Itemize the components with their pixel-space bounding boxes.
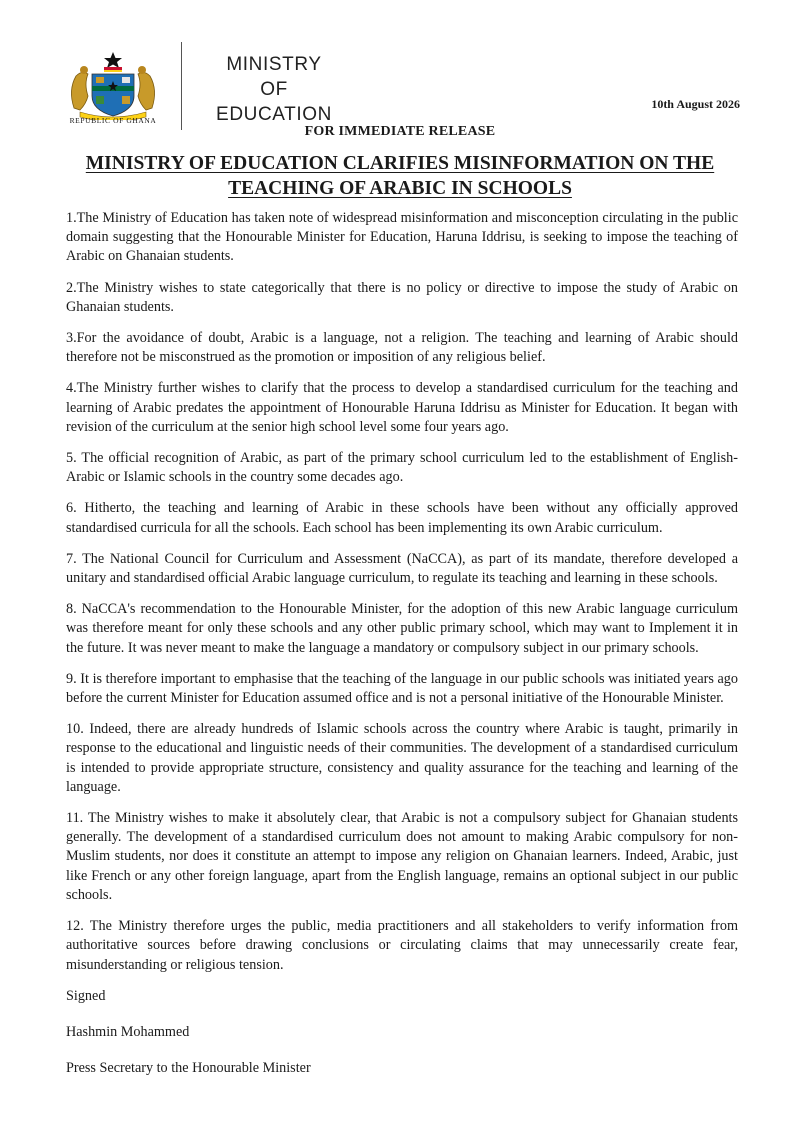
- paragraph: 5. The official recognition of Arabic, as part of the primary school curriculum led to the establishment of English-Arabic or Islamic schools in the country some decades ago.: [66, 450, 738, 486]
- header-divider: [181, 42, 182, 130]
- paragraph: 9. It is therefore important to emphasise that the teaching of the language in our public schools was initiated years ago before the current Minister for Education assumed office and is not a personal initiative of the Honourable Minister.: [66, 670, 738, 707]
- press-release-title: [50, 151, 750, 201]
- paragraph: 8. NaCCA's recommendation to the Honourable Minister, for the adoption of this new Arabic language curriculum was therefore meant for only these schools and any other public primary school, which may want to Implement it in the future. It was never meant to make the language a mandatory or compulsory subject in our primary schools.: [66, 601, 738, 656]
- crest-caption: REPUBLIC OF GHANA: [69, 116, 157, 125]
- paragraph: 11. The Ministry wishes to make it absolutely clear, that Arabic is not a compulsory subject for Ghanaian students generally. The development of a standardised curriculum does not amount to making Arabic compulsory for non-Muslim students, nor does it constitute an attempt to impose any religion on Ghanaian learners. Indeed, Arabic, just like French or any other foreign language, apart from the English language, remains an optional subject in our public schools.: [66, 810, 738, 903]
- release-label: FOR IMMEDIATE RELEASE: [304, 124, 496, 139]
- paragraph: 12. The Ministry therefore urges the public, media practitioners and all stakeholders to verify information from authoritative sources before drawing conclusions or circulating claims that may unnecessarily create fear, misunderstanding or religious tension.: [66, 918, 738, 973]
- letterhead: [0, 0, 800, 150]
- paragraph: 10. Indeed, there are already hundreds of Islamic schools across the country where Arabic is taught, primarily in response to the educational and linguistic needs of their communities. The development of a standardised curriculum is intended to provide appropriate structure, consistency and quality assurance for the teaching and learning of the language.: [66, 721, 738, 795]
- ministry-line: EDUCATION: [216, 104, 332, 125]
- paragraph: 4.The Ministry further wishes to clarify that the process to develop a standardised curriculum for the teaching and learning of Arabic predates the appointment of Honourable Haruna Iddrisu as Minister for Education. It began with revision of the curriculum at the senior high school level some four years ago.: [66, 380, 738, 435]
- paragraph: 6. Hitherto, the teaching and learning of Arabic in these schools have been without any officially approved standardised curricula for all the schools. Each school has been implementing its own Arabic curriculum.: [66, 500, 738, 536]
- title-text: MINISTRY OF EDUCATION CLARIFIES MISINFORMATION ON THE TEACHING OF ARABIC IN SCHOOLS: [85, 153, 715, 199]
- press-release-body: [66, 209, 738, 1095]
- release-date: 10th August 2026: [651, 97, 740, 111]
- signatory-position: Press Secretary to the Honourable Minister: [66, 1059, 311, 1076]
- paragraph: 3.For the avoidance of doubt, Arabic is a language, not a religion. The teaching and learning of Arabic should therefore not be misconstrued as the promotion or imposition of any religious belief.: [66, 330, 738, 366]
- ministry-name: [204, 52, 344, 127]
- ministry-line: MINISTRY: [226, 54, 322, 75]
- paragraph: 7. The National Council for Curriculum and Assessment (NaCCA), as part of its mandate, therefore developed a unitary and standardised official Arabic language curriculum, to regulate its teaching and learning in these schools.: [66, 550, 738, 587]
- ghana-coat-of-arms-icon: [66, 50, 160, 120]
- paragraph: 1.The Ministry of Education has taken note of widespread misinformation and misconception circulating in the public domain suggesting that the Honourable Minister for Education, Haruna Iddrisu, is seeking to impose the teaching of Arabic on Ghanaian students.: [66, 210, 738, 265]
- signed-label: Signed: [66, 987, 106, 1004]
- paragraph: 2.The Ministry wishes to state categorically that there is no policy or directive to impose the study of Arabic on Ghanaian students.: [66, 279, 738, 315]
- ministry-line: OF: [260, 79, 288, 100]
- signatory-name: Hashmin Mohammed: [66, 1023, 190, 1040]
